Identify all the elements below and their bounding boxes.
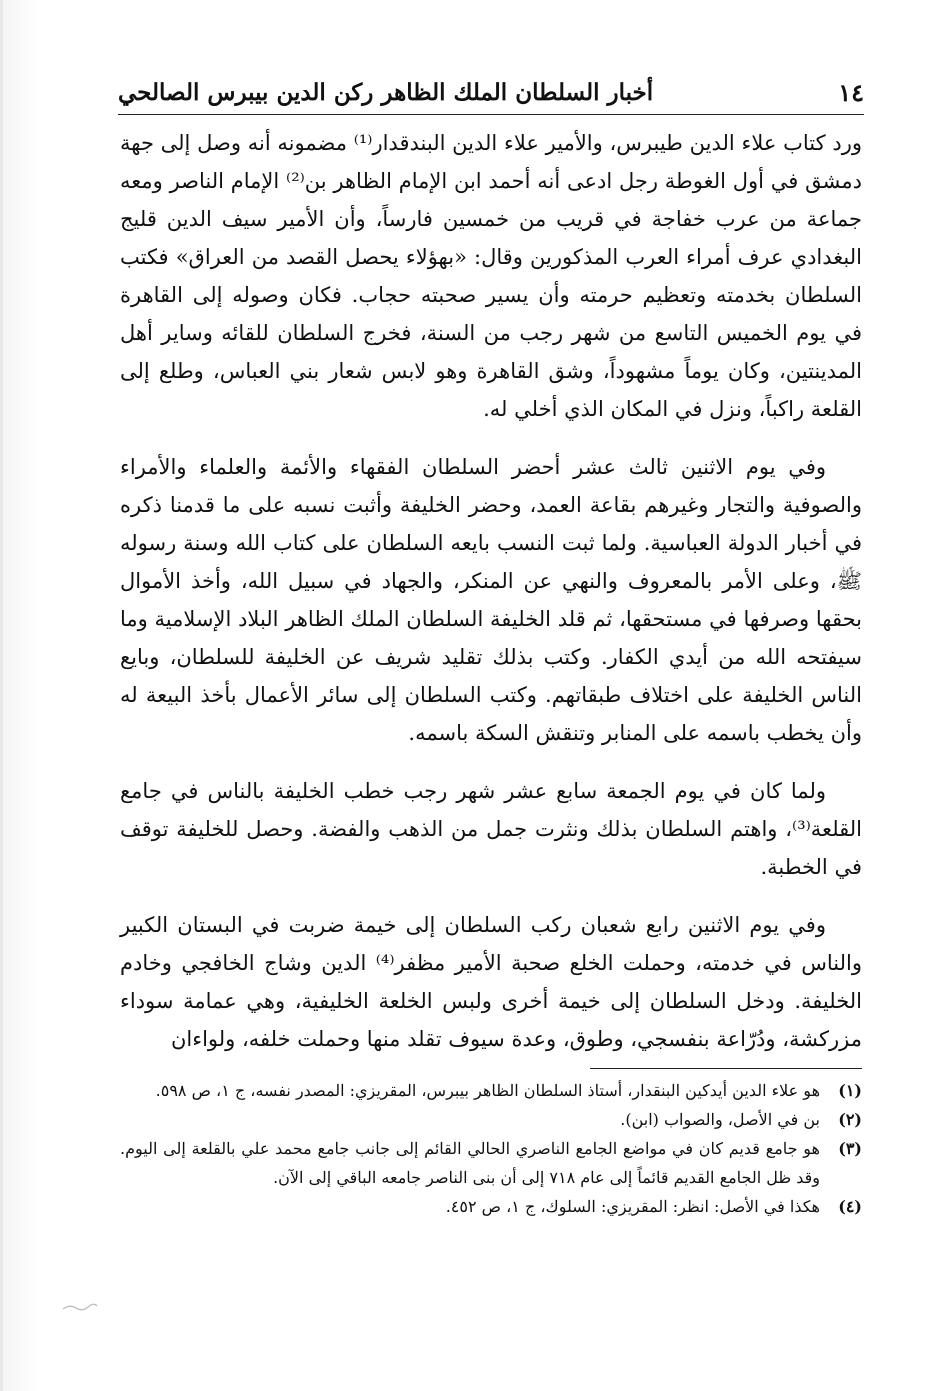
- running-title: أخبار السلطان الملك الظاهر ركن الدين بيبرس الصالحي: [118, 78, 654, 106]
- footnote-number: (٣): [838, 1139, 862, 1158]
- footnote-divider: [590, 1068, 862, 1069]
- running-header: [118, 70, 864, 115]
- footnote-number: (٢): [838, 1110, 862, 1129]
- main-text: [120, 124, 862, 1078]
- scan-smudge-mark: [62, 1302, 98, 1312]
- footnote: [120, 1134, 862, 1192]
- footnote-text: هو جامع قديم كان في مواضع الجامع الناصري الحالي القائم إلى جانب جامع محمد علي بالقلعة إلى اليوم. وقد ظل الجامع القديم قائماً إلى عام ٧١٨ إلى أن بنى الناصر جامعه الباقي إلى الآن.: [120, 1139, 820, 1187]
- paragraph: وفي يوم الاثنين رابع شعبان ركب السلطان إلى خيمة ضربت في البستان الكبير والناس في خدمته، وحملت الخلع صحبة الأمير مظفر⁽⁴⁾ الدين وشاج الخافجي وخادم الخليفة. ودخل السلطان إلى خيمة أخرى ولبس الخلعة الخليفية، وهي عمامة سوداء مزركشة، ودُرّاعة بنفسجي، وطوق، وعدة سيوف تقلد منها وحملت خلفه، ولواءان: [120, 913, 863, 1051]
- paragraph: ولما كان في يوم الجمعة سابع عشر شهر رجب خطب الخليفة بالناس في جامع القلعة⁽³⁾، واهتم السلطان بذلك ونثرت جمل من الذهب والفضة. وحصل للخليفة توقف في الخطبة.: [120, 779, 862, 879]
- scan-edge-shadow: [0, 0, 3, 1391]
- footnotes-list: [120, 1076, 862, 1221]
- footnote-text: هو علاء الدين أيدكين البنقدار، أستاذ السلطان الظاهر بيبرس، المقريزي: المصدر نفسه، ج ١، ص ٥٩٨.: [155, 1081, 820, 1100]
- footnote-text: بن في الأصل، والصواب (ابن).: [620, 1110, 820, 1129]
- footnote: [120, 1192, 862, 1221]
- footnote: [120, 1076, 862, 1105]
- paragraph: ورد كتاب علاء الدين طيبرس، والأمير علاء الدين البندقدار⁽¹⁾ مضمونه أنه وصل إلى جهة دمشق في أول الغوطة رجل ادعى أنه أحمد ابن الإمام الظاهر بن⁽²⁾ الإمام الناصر ومعه جماعة من عرب خفاجة في قريب من خمسين فارساً، وأن الأمير سيف الدين قليج البغدادي عرف أمراء العرب المذكورين وقال: «بهؤلاء يحصل القصد من العراق» فكتب السلطان بخدمته وتعظيم حرمته وأن يسير صحبته حجاب. فكان وصوله إلى القاهرة في يوم الخميس التاسع من شهر رجب من السنة، فخرج السلطان للقائه وساير أهل المدينتين، وكان يوماً مشهوداً، وشق القاهرة وهو لابس شعار بني العباس، وطلع إلى القلعة راكباً، ونزل في المكان الذي أخلي له.: [120, 131, 863, 421]
- footnote-text: هكذا في الأصل: انظر: المقريزي: السلوك، ج ١، ص ٤٥٢.: [445, 1197, 820, 1216]
- paragraph: وفي يوم الاثنين ثالث عشر أحضر السلطان الفقهاء والأئمة والعلماء والأمراء والصوفية والتجار وغيرهم بقاعة العمد، وحضر الخليفة وأثبت نسبه على ما قدمنا ذكره في أخبار الدولة العباسية. ولما ثبت النسب بايعه السلطان على كتاب الله وسنة رسوله ﷺ، وعلى الأمر بالمعروف والنهي عن المنكر، والجهاد في سبيل الله، وأخذ الأموال بحقها وصرفها في مستحقها، ثم قلد الخليفة السلطان الملك الظاهر البلاد الإسلامية وما سيفتحه الله من أيدي الكفار. وكتب بذلك تقليد شريف عن الخليفة للسلطان، وبايع الناس الخليفة على اختلاف طبقاتهم. وكتب السلطان إلى سائر الأعمال بأخذ البيعة له وأن يخطب باسمه على المنابر وتنقش السكة باسمه.: [120, 455, 862, 745]
- footnote-number: (٤): [838, 1197, 862, 1216]
- page-number: ١٤: [838, 77, 864, 107]
- footnote: [120, 1105, 862, 1134]
- footnote-number: (١): [838, 1081, 862, 1100]
